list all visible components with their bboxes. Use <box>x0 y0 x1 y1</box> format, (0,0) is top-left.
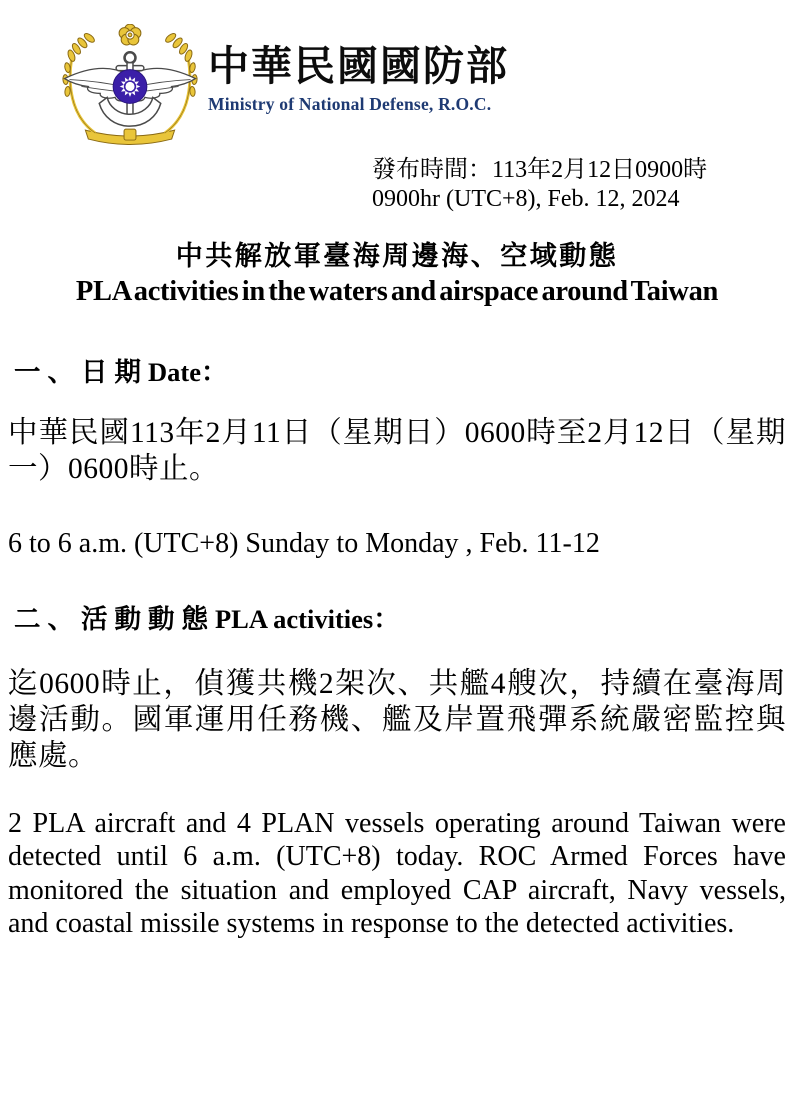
section-activities-heading-en: PLA activities <box>215 603 374 634</box>
date-paragraph-zh: 中華民國113年2月11日（星期日）0600時至2月12日（星期一）0600時止。 <box>8 417 786 485</box>
doc-title-en: PLA activities in the waters and airspace around Taiwan <box>75 276 719 307</box>
section-date-heading-en: Date <box>148 357 201 387</box>
activities-paragraph-zh: 迄0600時止，偵獲共機2架次、共艦4艘次，持續在臺海周邊活動。國軍運用任務機、艦及岸置飛彈系統嚴密監控與應處。 <box>8 667 786 772</box>
org-names <box>208 24 509 115</box>
section-date-heading-zh: 一、日期 <box>14 357 148 387</box>
release-time-zh: 發布時間：113年2月12日0900時 <box>372 157 708 183</box>
activities-paragraph-en: 2 PLA aircraft and 4 PLAN vessels operating around Taiwan were detected until 6 a.m. (UTC+8) today. ROC Armed Forces have monitored the situation and employed CAP aircraft, Navy vessels, and coastal missile systems in response to the detected activities. <box>8 807 786 939</box>
mnd-emblem-icon <box>54 24 206 148</box>
section-date <box>8 350 786 561</box>
org-name-zh: 中華民國國防部 <box>208 43 509 89</box>
doc-title-zh: 中共解放軍臺海周邊海、空域動態 <box>175 241 619 271</box>
org-name-en: Ministry of National Defense, R.O.C. <box>208 94 492 115</box>
release-time <box>372 156 794 213</box>
section-date-heading <box>8 350 786 389</box>
section-date-heading-colon: ： <box>200 357 228 387</box>
section-activities-heading-colon: ： <box>373 603 400 634</box>
release-time-en: 0900hr (UTC+8), Feb. 12, 2024 <box>372 185 680 212</box>
section-activities-heading <box>8 597 786 636</box>
header <box>0 0 794 148</box>
date-paragraph-en: 6 to 6 a.m. (UTC+8) Sunday to Monday , Feb. 11-12 <box>8 528 600 559</box>
section-activities-heading-zh: 二、活動動態 <box>14 603 215 634</box>
section-activities <box>8 597 786 941</box>
document-title <box>0 234 794 308</box>
document-body <box>0 350 794 941</box>
